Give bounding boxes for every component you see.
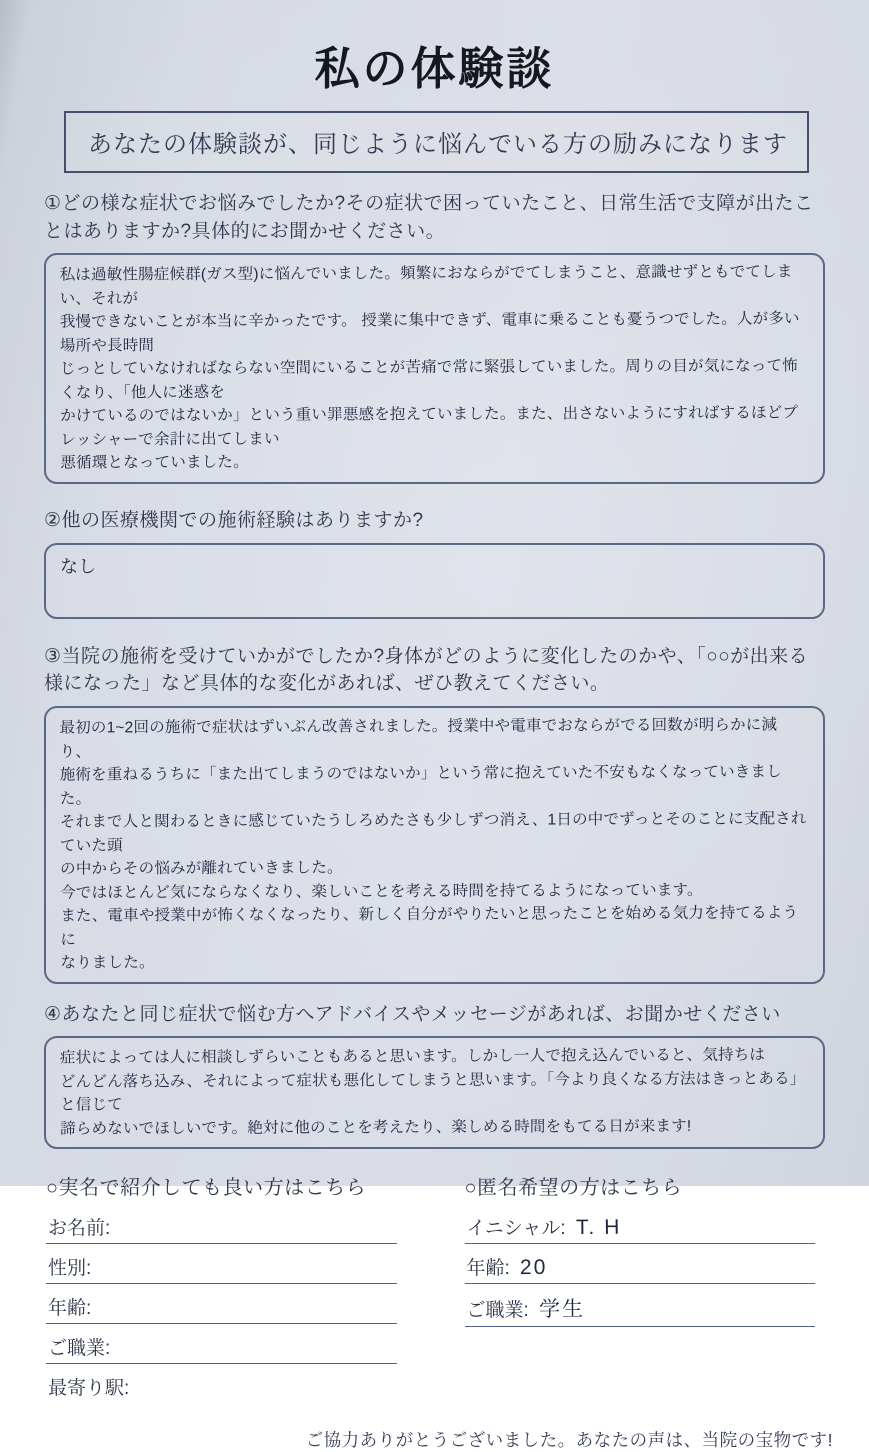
initials-label: イニシャル: bbox=[467, 1213, 566, 1240]
question-3-label: ③当院の施術を受けていかがでしたか?身体がどのように変化したのかや、「○○が出来る様になった」など具体的な変化があれば、ぜひ教えてください。 bbox=[44, 643, 827, 698]
question-4-answer-box bbox=[44, 1036, 825, 1149]
page-title: 私の体験談 bbox=[24, 32, 845, 97]
question-4-label: ④あなたと同じ症状で悩む方へアドバイスやメッセージがあれば、お聞かせください bbox=[44, 1001, 827, 1029]
field-row-nearest-station bbox=[46, 1364, 397, 1403]
question-1-answer-box bbox=[44, 253, 825, 484]
subtitle-text: あなたの体験談が、同じように悩んでいる方の励みになります bbox=[88, 131, 788, 158]
field-row-age-right bbox=[465, 1244, 816, 1284]
question-2-handwritten-answer: なし bbox=[60, 550, 809, 581]
question-1-handwritten-answer: 私は過敏性腸症候群(ガス型)に悩んでいました。頻繁におならがでてしまうこと、意識せずともでてしまい、それが 我慢できないことが本当に辛かったです。 授業に集中できず、電車に乗ることも憂うつでした。人が多い場所や長時間 じっとしていなければならない空間にいることが苦痛で常に緊張していました。周りの目が気になって怖くなり、「他人に迷惑を かけているのではないか」という重い罪悪感を抱えていました。また、出さないようにすればするほどプレッシャーで余計に出てしまい 悪循環となっていました。 bbox=[60, 260, 810, 475]
occupation-handwritten-value: 学生 bbox=[529, 1293, 585, 1323]
question-2-answer-box bbox=[44, 543, 825, 619]
thank-you-footer: ご協力ありがとうございました。あなたの声は、当院の宝物です! bbox=[24, 1427, 833, 1452]
field-row-occupation-right bbox=[465, 1284, 816, 1327]
age-right-label: 年齢: bbox=[467, 1253, 510, 1280]
age-handwritten-value: 20 bbox=[510, 1256, 548, 1280]
name-label: お名前: bbox=[48, 1213, 110, 1240]
question-1-label: ①どの様な症状でお悩みでしたか?その症状で困っていたこと、日常生活で支障が出たことはありますか?具体的にお聞かせください。 bbox=[44, 190, 827, 245]
question-3-answer-box bbox=[44, 706, 825, 984]
field-row-name bbox=[46, 1204, 397, 1244]
anonymous-heading: ○匿名希望の方はこちら bbox=[465, 1171, 816, 1200]
age-left-label: 年齢: bbox=[48, 1293, 91, 1320]
real-name-column bbox=[46, 1171, 397, 1403]
anonymous-column bbox=[465, 1171, 816, 1403]
occupation-left-label: ご職業: bbox=[48, 1333, 110, 1360]
real-name-heading: ○実名で紹介しても良い方はこちら bbox=[46, 1171, 397, 1200]
field-row-gender bbox=[46, 1244, 397, 1284]
subtitle-banner bbox=[64, 111, 809, 173]
consent-section bbox=[46, 1171, 815, 1403]
field-row-initials bbox=[465, 1204, 816, 1244]
gender-label: 性別: bbox=[48, 1253, 91, 1280]
question-4-handwritten-answer: 症状によっては人に相談しずらいこともあると思います。しかし一人で抱え込んでいると、気持ちは どんどん落ち込み、それによって症状も悪化してしまうと思います。「今より良くなる方法はきっとある」と信じて 諦らめないでほしいです。絶対に他のことを考えたり、楽しめる時間をもてる日が来ます! bbox=[60, 1044, 809, 1141]
nearest-station-label: 最寄り駅: bbox=[48, 1373, 129, 1400]
question-3-handwritten-answer: 最初の1~2回の施術で症状はずいぶん改善されました。授業中や電車でおならがでる回数が明らかに減り、 施術を重ねるうちに「また出てしまうのではないか」という常に抱えていた不安もなくなっていきました。 それまで人と関わるときに感じていたうしろめたさも少しずつ消え、1日の中でずっとそのことに支配されていた頭 の中からその悩みが離れていきました。 今ではほとんど気にならなくなり、楽しいことを考える時間を持てるようになっています。 また、電車や授業中が怖くなくなったり、新しく自分がやりたいと思ったことを始める気力を持てるように なりました。 bbox=[59, 713, 809, 975]
field-row-age-left bbox=[46, 1284, 397, 1324]
field-row-occupation-left bbox=[46, 1324, 397, 1364]
occupation-right-label: ご職業: bbox=[467, 1295, 529, 1322]
initials-handwritten-value: T. H bbox=[566, 1216, 622, 1240]
question-2-label: ②他の医療機関での施術経験はありますか? bbox=[44, 507, 827, 535]
